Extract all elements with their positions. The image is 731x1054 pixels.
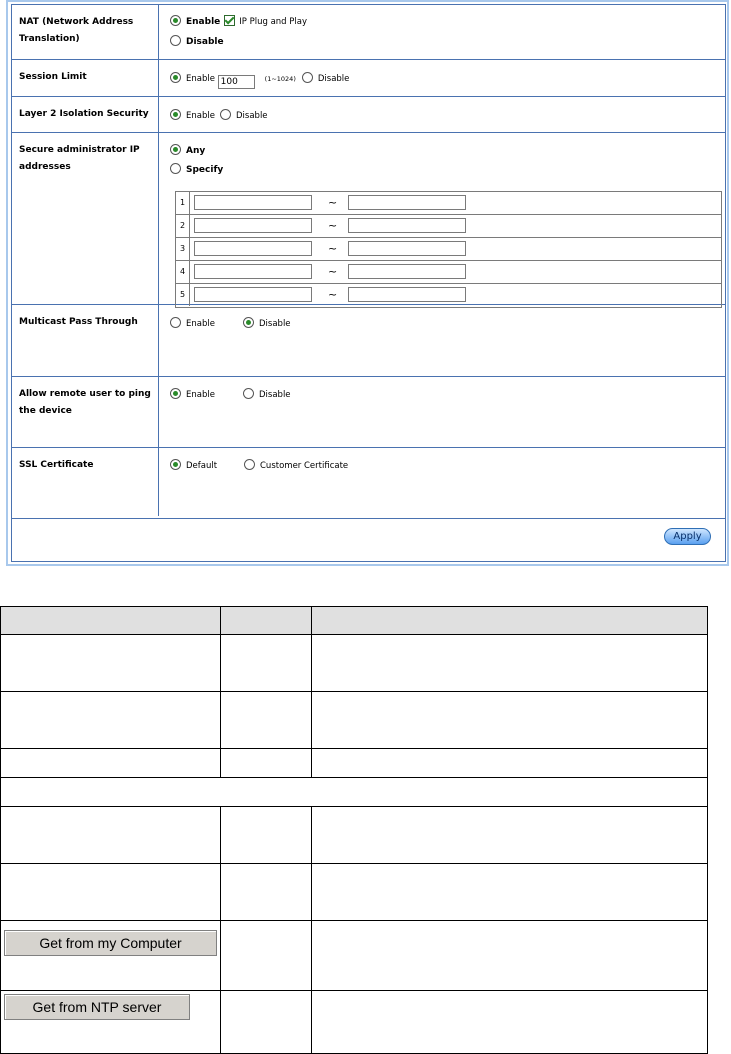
table-column-rule — [220, 606, 221, 777]
table-rule — [0, 634, 708, 635]
table-rule — [0, 990, 708, 991]
ip-start-input[interactable] — [194, 264, 312, 279]
nat-disable-option[interactable] — [170, 35, 224, 48]
ip-range-row — [176, 192, 721, 215]
multicast-enable-radio[interactable] — [170, 317, 181, 328]
ssl-customer-option[interactable] — [244, 459, 348, 472]
session-limit-input[interactable]: 100 — [218, 75, 255, 89]
ip-range-index: 4 — [176, 261, 190, 283]
range-separator: ~ — [328, 288, 338, 301]
range-separator: ~ — [328, 242, 338, 255]
layer2-disable-option[interactable] — [220, 109, 268, 122]
multicast-enable-text: Enable — [186, 319, 215, 329]
secure-admin-specify-text: Specify — [186, 165, 224, 175]
session-limit-row — [12, 60, 725, 97]
table-rule — [0, 691, 708, 692]
table-column-rule — [311, 806, 312, 1054]
ip-start-input[interactable] — [194, 218, 312, 233]
ip-start-input[interactable] — [194, 287, 312, 302]
ssl-customer-text: Customer Certificate — [260, 461, 349, 471]
range-separator: ~ — [328, 219, 338, 232]
ip-end-input[interactable] — [348, 287, 466, 302]
nat-label: NAT (Network Address Translation) — [19, 17, 134, 44]
ssl-default-radio[interactable] — [170, 459, 181, 470]
ip-plug-and-play-label: IP Plug and Play — [239, 17, 307, 27]
multicast-row — [12, 305, 725, 377]
secure-admin-ip-row — [12, 133, 725, 305]
table-rule — [0, 777, 708, 778]
ip-range-row — [176, 215, 721, 238]
ip-range-row — [176, 261, 721, 284]
multicast-enable-option[interactable] — [170, 317, 215, 330]
ip-range-table — [175, 191, 722, 308]
session-limit-disable-text: Disable — [317, 74, 350, 84]
table-column-rule — [220, 806, 221, 1054]
session-limit-disable-radio[interactable] — [302, 72, 313, 83]
nat-enable-radio[interactable] — [170, 15, 181, 26]
secure-admin-any-option[interactable] — [170, 144, 205, 157]
ip-range-row — [176, 238, 721, 261]
table-border-left — [0, 606, 1, 1054]
nat-disable-radio[interactable] — [170, 35, 181, 46]
ip-end-input[interactable] — [348, 241, 466, 256]
table-rule — [0, 920, 708, 921]
ip-end-input[interactable] — [348, 218, 466, 233]
advanced-settings-panel — [6, 0, 729, 566]
table-column-rule — [311, 606, 312, 777]
ssl-customer-radio[interactable] — [244, 459, 255, 470]
layer2-enable-option[interactable] — [170, 109, 215, 122]
multicast-disable-option[interactable] — [243, 317, 291, 330]
remote-ping-enable-text: Enable — [186, 390, 215, 400]
ssl-default-option[interactable] — [170, 459, 217, 472]
ip-end-input[interactable] — [348, 195, 466, 210]
table-border-right — [707, 606, 708, 1054]
table-header-row — [1, 607, 707, 634]
layer2-disable-radio[interactable] — [220, 109, 231, 120]
ip-range-index: 1 — [176, 192, 190, 214]
apply-row — [12, 519, 725, 561]
table-rule — [0, 606, 708, 607]
ssl-default-text: Default — [186, 461, 218, 471]
range-separator: ~ — [328, 265, 338, 278]
ip-range-index: 2 — [176, 215, 190, 237]
table-rule — [0, 748, 708, 749]
session-limit-option-line — [170, 72, 349, 89]
remote-ping-enable-option[interactable] — [170, 388, 215, 401]
secure-admin-any-radio[interactable] — [170, 144, 181, 155]
ip-start-input[interactable] — [194, 195, 312, 210]
session-limit-enable-text: Enable — [186, 74, 215, 84]
session-limit-label: Session Limit — [19, 72, 87, 82]
session-limit-range: (1~1024) — [264, 75, 296, 83]
nat-enable-option[interactable] — [170, 15, 307, 28]
remote-ping-row — [12, 377, 725, 448]
ip-range-index: 5 — [176, 284, 190, 306]
nat-enable-text: Enable — [186, 17, 221, 27]
get-from-my-computer-button[interactable]: Get from my Computer — [4, 930, 217, 956]
range-separator: ~ — [328, 196, 338, 209]
secure-admin-any-text: Any — [186, 146, 206, 156]
table-rule — [0, 806, 708, 807]
nat-row — [12, 5, 725, 60]
remote-ping-disable-text: Disable — [259, 390, 291, 400]
settings-grid — [11, 4, 726, 562]
layer2-enable-text: Enable — [186, 111, 215, 121]
get-from-ntp-server-button[interactable]: Get from NTP server — [4, 994, 190, 1020]
layer2-label: Layer 2 Isolation Security — [19, 109, 149, 119]
ip-range-index: 3 — [176, 238, 190, 260]
ssl-row — [12, 448, 725, 519]
remote-ping-disable-option[interactable] — [243, 388, 291, 401]
layer2-row — [12, 97, 725, 133]
remote-ping-disable-radio[interactable] — [243, 388, 254, 399]
layer2-disable-text: Disable — [236, 111, 268, 121]
ssl-label: SSL Certificate — [19, 460, 94, 470]
multicast-label: Multicast Pass Through — [19, 317, 138, 327]
ip-end-input[interactable] — [348, 264, 466, 279]
remote-ping-label: Allow remote user to ping the device — [19, 389, 151, 416]
multicast-disable-text: Disable — [259, 319, 291, 329]
session-limit-enable-radio[interactable] — [170, 72, 181, 83]
ip-start-input[interactable] — [194, 241, 312, 256]
secure-admin-specify-radio[interactable] — [170, 163, 181, 174]
multicast-disable-radio[interactable] — [243, 317, 254, 328]
ip-plug-and-play-checkbox[interactable] — [224, 15, 235, 26]
secure-admin-specify-option[interactable] — [170, 163, 223, 176]
remote-ping-enable-radio[interactable] — [170, 388, 181, 399]
ip-range-row — [176, 284, 721, 307]
secure-admin-ip-label: Secure administrator IP addresses — [19, 145, 140, 172]
apply-button[interactable]: Apply — [664, 528, 711, 545]
nat-disable-text: Disable — [186, 37, 224, 47]
table-rule — [0, 863, 708, 864]
layer2-enable-radio[interactable] — [170, 109, 181, 120]
